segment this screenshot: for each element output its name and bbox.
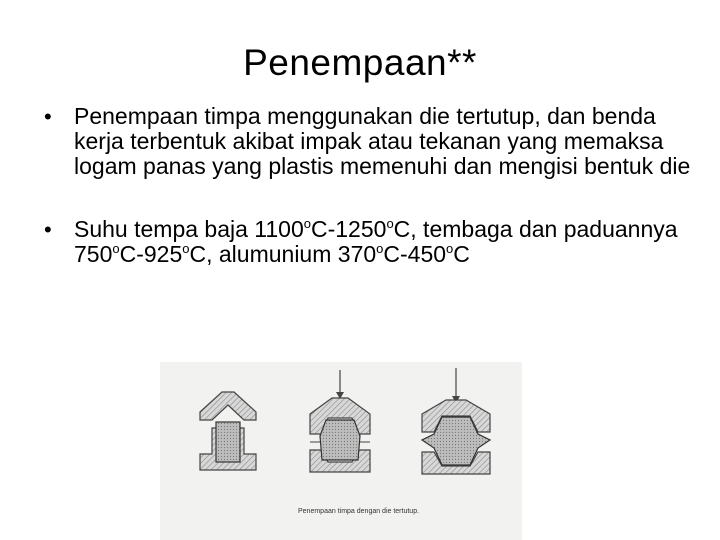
bullet-dot-icon: • — [44, 217, 52, 242]
temp-text: C, alumunium 370 — [189, 241, 377, 267]
degree-mark: o — [112, 241, 120, 256]
temp-text: Suhu tempa baja 1100 — [74, 216, 304, 242]
workpiece — [320, 420, 360, 460]
forging-stage-2 — [310, 370, 370, 472]
bullet-item — [42, 104, 702, 179]
degree-mark: o — [376, 241, 384, 256]
degree-mark: o — [303, 216, 311, 231]
temp-text: C — [453, 241, 470, 267]
bullet-dot-icon: • — [44, 104, 52, 129]
forging-stage-1 — [200, 392, 256, 470]
degree-mark: o — [386, 216, 394, 231]
closed-die-forging-figure — [160, 362, 522, 540]
figure-caption: Penempaan timpa dengan die tertutup. — [298, 508, 420, 515]
workpiece — [216, 422, 240, 462]
bullet-list — [42, 104, 702, 305]
bullet-item — [42, 217, 702, 267]
bullet-text: Penempaan timpa menggunakan die tertutup, dan benda kerja terbentuk akibat impak atau tekanan yang memaksa logam panas yang plastis memenuhi dan mengisi bentuk die — [74, 103, 691, 179]
slide-title: Penempaan** — [243, 42, 477, 83]
temp-text: C-1250 — [311, 216, 387, 242]
forging-stage-3 — [422, 368, 490, 474]
temp-text: C-450 — [383, 241, 447, 267]
temp-text: C, tembaga dan paduannya 750 — [74, 216, 678, 267]
upper-die — [200, 392, 256, 420]
degree-mark: o — [182, 241, 190, 256]
degree-mark: o — [446, 241, 454, 256]
bullet-text — [74, 216, 678, 267]
temp-text: C-925 — [119, 241, 183, 267]
